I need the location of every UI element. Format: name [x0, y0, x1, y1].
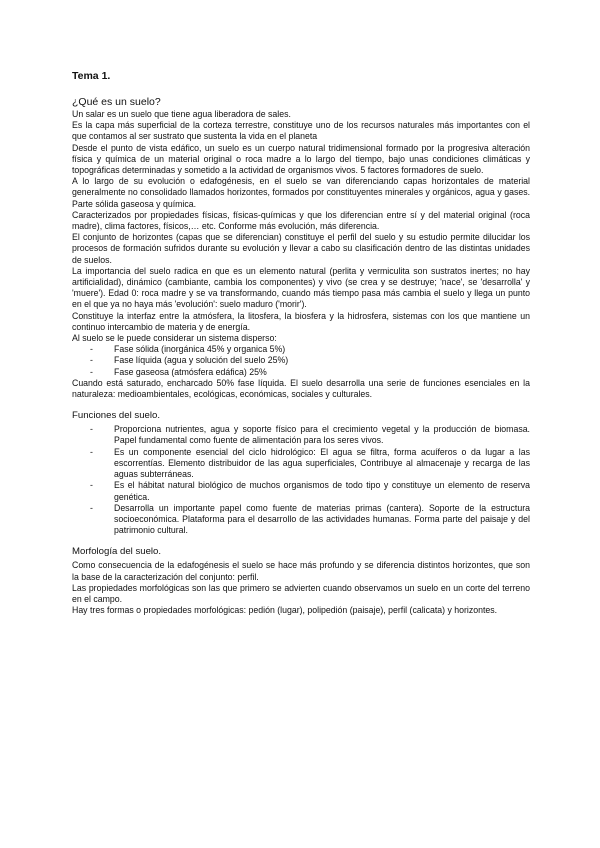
- paragraph: El conjunto de horizontes (capas que se diferencian) constituye el perfil del suelo y su estudio permite dilucidar los procesos de formación sufridos durante su evolución y llevar a cabo su clasificación dentro de las distintas unidades de suelos.: [72, 232, 530, 265]
- paragraph: Desde el punto de vista edáfico, un suelo es un cuerpo natural tridimensional formado por la progresiva alteración física y química de un material original o roca madre a lo largo del tiempo, bajo unas condiciones climáticas y topográficas determinadas y sometido a la actividad de organismos vivos. 5 factores formadores de suelo.: [72, 142, 530, 176]
- document-page: [72, 70, 530, 616]
- paragraph: Cuando está saturado, encharcado 50% fase líquida. El suelo desarrolla una serie de funciones esenciales en la naturaleza: medioambientales, ecológicas, económicas, sociales y culturales.: [72, 377, 530, 400]
- section-heading-funciones: Funciones del suelo.: [72, 410, 160, 422]
- paragraph: Al suelo se le puede considerar un sistema disperso:: [72, 333, 277, 344]
- list-item: - Fase gaseosa (atmósfera edáfica) 25%: [72, 367, 530, 378]
- paragraph: Hay tres formas o propiedades morfológicas: pedión (lugar), polipedión (paisaje), perfil (calicata) y horizontes.: [72, 605, 498, 616]
- paragraph: Como consecuencia de la edafogénesis el suelo se hace más profundo y se diferencia distintos horizontes, que son la base de la caracterización del conjunto: perfil.: [72, 560, 530, 582]
- paragraph: Las propiedades morfológicas son las que primero se advierten cuando observamos un suelo en un corte del terreno en el campo.: [72, 582, 530, 604]
- list-item: - Fase líquida (agua y solución del suelo 25%): [72, 355, 530, 366]
- list-item: - Fase sólida (inorgánica 45% y organica 5%): [72, 344, 530, 355]
- paragraph: Constituye la interfaz entre la atmósfera, la litosfera, la biosfera y la hidrosfera, sistemas con los que mantiene un continuo intercambio de materia y de energía.: [72, 310, 530, 332]
- section-heading-morfologia: Morfología del suelo.: [72, 546, 162, 558]
- list-item: - Es el hábitat natural biológico de muchos organismos de todo tipo y constituye un elemento de reserva genética.: [72, 480, 530, 502]
- paragraph: La importancia del suelo radica en que es un elemento natural (perlita y vermiculita son sustratos inertes; no hay artificialidad), dinámico (cambiante, cambia los componentes) y vivo (se crea y se destruye; 'nace', se 'desarrolla' y 'muere'). Edad 0: roca madre y se va transformando, cuando más tiempo pasa más cambia el suelo y llega un punto en el que ya no haya más 'evolución': suelo maduro ('morir').: [72, 265, 530, 310]
- phases-list: [72, 344, 530, 378]
- paragraph: Es la capa más superficial de la corteza terrestre, constituye uno de los recursos naturales más importantes con el que contamos al ser sustrato que sustenta la vida en el planeta: [72, 120, 530, 142]
- paragraph: Caracterizados por propiedades físicas, físicas-químicas y que los diferencian entre sí y del material original (roca madre), clima factores, físicos,… etc. Conforme más evolución, más diferencia.: [72, 209, 530, 232]
- paragraph: A lo largo de su evolución o edafogénesis, en el suelo se van diferenciando capas horizontales de material generalmente no consolidado llamados horizontes, formados por constituyentes minerales y orgánicos, agua y gases. Parte sólida gaseosa y química.: [72, 176, 530, 209]
- document-title: Tema 1.: [72, 70, 111, 82]
- section-heading-que-es-suelo: ¿Qué es un suelo?: [72, 96, 161, 108]
- functions-list: [72, 424, 530, 536]
- list-item: - Desarrolla un importante papel como fuente de materias primas (cantera). Soporte de la estructura socioeconómica. Plataforma para el desarrollo de las actividades humanas. Forma parte del paisaje y del patrimonio cultural.: [72, 503, 530, 537]
- list-item: - Es un componente esencial del ciclo hidrológico: El agua se filtra, forma acuíferos o da lugar a las escorrentías. Elemento distribuidor de las agua superficiales, Contribuye al almacenaje y recarga de las aguas subterráneas.: [72, 447, 530, 481]
- paragraph: Un salar es un suelo que tiene agua liberadora de sales.: [72, 109, 291, 119]
- list-item: - Proporciona nutrientes, agua y soporte físico para el crecimiento vegetal y la producción de biomasa. Papel fundamental como fuente de alimentación para los seres vivos.: [72, 424, 530, 446]
